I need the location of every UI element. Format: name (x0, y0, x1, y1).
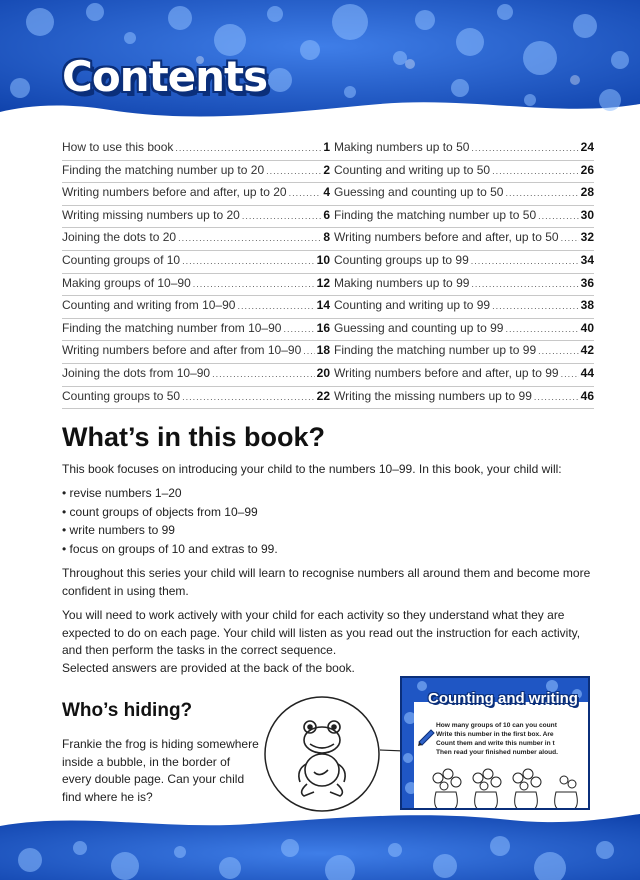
toc-right-column (334, 140, 594, 411)
toc-entry-title: Joining the dots to 20 (62, 230, 177, 245)
toc-leader-dots (534, 392, 579, 402)
toc-leader-dots (538, 346, 579, 356)
toc-entry-page: 36 (580, 275, 594, 290)
toc-divider (62, 363, 594, 364)
toc-entry-title: Finding the matching number up to 20 (62, 162, 265, 177)
toc-leader-dots (505, 324, 578, 334)
frog-bubble (262, 694, 382, 814)
pencil-icon (416, 724, 438, 746)
toc-leader-dots (492, 166, 579, 176)
toc-divider (62, 182, 594, 183)
toc-entry-title: Finding the matching number from 10–90 (62, 320, 282, 335)
toc-entry-title: How to use this book (62, 140, 174, 154)
toc-entry-title: Counting and writing up to 50 (334, 162, 491, 177)
toc-leader-dots (266, 166, 321, 176)
bullet-list (62, 484, 278, 558)
toc-entry-title: Counting and writing from 10–90 (62, 298, 236, 313)
toc-divider (62, 386, 594, 387)
section-heading-whos-hiding: Who’s hiding? (62, 700, 193, 721)
toc-leader-dots (561, 369, 579, 379)
toc-entry-title: Writing numbers before and after, up to 20 (62, 185, 287, 200)
hiding-paragraph: Frankie the frog is hiding somewhere inside a bubble, in the border of every double page. Can your child find where he is? (62, 737, 259, 804)
activity-page-thumbnail (400, 676, 590, 810)
toc-entry-page: 20 (316, 365, 330, 380)
thumb-line: Count them and write this number in t (436, 740, 555, 747)
toc-leader-dots (492, 301, 579, 311)
toc-entry-title: Counting groups to 50 (62, 388, 181, 403)
toc-leader-dots (471, 256, 579, 266)
toc-leader-dots (283, 324, 314, 334)
toc-entry-page: 22 (316, 388, 330, 403)
toc-entry-page: 46 (580, 388, 594, 403)
toc-divider (62, 205, 594, 206)
toc-leader-dots (212, 369, 315, 379)
toc-entry-title: Making groups of 10–90 (62, 275, 191, 290)
toc-leader-dots (182, 256, 315, 266)
toc-divider (62, 250, 594, 251)
toc-entry-page: 28 (580, 185, 594, 200)
toc-leader-dots (538, 211, 579, 221)
toc-entry-page: 26 (580, 162, 594, 177)
toc-entry-title: Guessing and counting up to 99 (334, 320, 504, 335)
toc-entry-title: Counting groups of 10 (62, 252, 181, 267)
toc-entry-title: Writing numbers before and after from 10–90 (62, 343, 302, 358)
toc-entry-page: 32 (580, 230, 594, 245)
paragraph-answers: Selected answers are provided at the back of the book. (62, 661, 355, 675)
toc-entry-title: Guessing and counting up to 50 (334, 185, 504, 200)
thumb-line: Then read your finished number aloud. (436, 749, 558, 756)
toc-entry-page: 10 (316, 252, 330, 267)
toc-entry-page: 14 (316, 298, 330, 313)
list-item: • revise numbers 1–20 (62, 484, 278, 503)
toc-leader-dots (471, 279, 578, 289)
paragraph-series: Throughout this series your child will learn to recognise numbers all around them and become more confident in using them. (62, 566, 591, 598)
toc-entry-page: 24 (580, 140, 594, 154)
toc-entry-page: 18 (316, 343, 330, 358)
toc-entry-page: 16 (316, 320, 330, 335)
toc-leader-dots (237, 301, 314, 311)
intro-paragraph: This book focuses on introducing your child to the numbers 10–99. In this book, your child will: (62, 462, 562, 476)
toc-entry-page: 44 (580, 365, 594, 380)
toc-entry-page: 6 (323, 207, 330, 222)
list-item: • count groups of objects from 10–99 (62, 503, 278, 522)
thumb-line: Write this number in the first box. Are (436, 731, 554, 738)
flower-vase-icon (433, 769, 461, 810)
section-heading-whats-in-book: What’s in this book? (62, 422, 325, 452)
toc-entry-title: Counting and writing up to 99 (334, 298, 491, 313)
toc-entry-title: Writing missing numbers up to 20 (62, 207, 240, 222)
toc-leader-dots (303, 346, 314, 356)
toc-leader-dots (178, 233, 321, 243)
toc-entry-title: Making numbers up to 50 (334, 140, 470, 154)
toc-divider (62, 295, 594, 296)
toc-divider (62, 227, 594, 228)
toc-leader-dots (505, 188, 578, 198)
paragraph-work-actively: You will need to work actively with your child for each activity so they understand what they are expected to do on each page. Your child will listen as you read out the instruction for each activity, and then perform the tasks in the correct sequence. (62, 608, 581, 657)
toc-entry-title: Writing numbers before and after, up to 99 (334, 365, 559, 380)
toc-leader-dots (289, 188, 322, 198)
toc-entry-page: 40 (580, 320, 594, 335)
toc-entry-page: 38 (580, 298, 594, 313)
page-title: Contents (62, 52, 268, 101)
toc-leader-dots (471, 143, 578, 153)
toc-left-column (62, 140, 330, 411)
toc-entry-title: Writing the missing numbers up to 99 (334, 388, 532, 403)
toc-entry-title: Finding the matching number up to 99 (334, 343, 537, 358)
toc-divider (62, 340, 594, 341)
toc-entry-page: 2 (323, 162, 330, 177)
toc-entry-title: Finding the matching number up to 50 (334, 207, 537, 222)
toc-divider (62, 408, 594, 409)
flower-vase-icon (555, 776, 578, 810)
toc-entry-title: Making numbers up to 99 (334, 275, 470, 290)
flower-vase-row (418, 764, 588, 810)
toc-entry-page: 4 (323, 185, 330, 200)
toc-divider (62, 318, 594, 319)
flower-vase-icon (513, 769, 541, 810)
bubble-border-bottom (0, 808, 640, 880)
toc-leader-dots (242, 211, 321, 221)
toc-divider (62, 160, 594, 161)
thumb-title: Counting and writing (428, 690, 578, 707)
thumb-line: How many groups of 10 can you count (436, 722, 557, 729)
toc-entry-page: 12 (316, 275, 330, 290)
header-banner (0, 0, 640, 132)
toc-divider (62, 273, 594, 274)
toc-entry-page: 42 (580, 343, 594, 358)
toc-leader-dots (175, 143, 321, 153)
toc-entry-title: Writing numbers before and after, up to 50 (334, 230, 559, 245)
toc-entry-title: Joining the dots from 10–90 (62, 365, 211, 380)
toc-entry-page: 1 (323, 140, 330, 154)
toc-leader-dots (561, 233, 579, 243)
toc-entry-title: Counting groups up to 99 (334, 252, 469, 267)
toc-entry-page: 30 (580, 207, 594, 222)
toc-leader-dots (182, 392, 315, 402)
toc-entry-page: 34 (580, 252, 594, 267)
flower-vase-icon (473, 769, 501, 810)
list-item: • focus on groups of 10 and extras to 99. (62, 540, 278, 559)
toc-leader-dots (193, 279, 315, 289)
toc-entry-page: 8 (323, 230, 330, 245)
list-item: • write numbers to 99 (62, 521, 278, 540)
